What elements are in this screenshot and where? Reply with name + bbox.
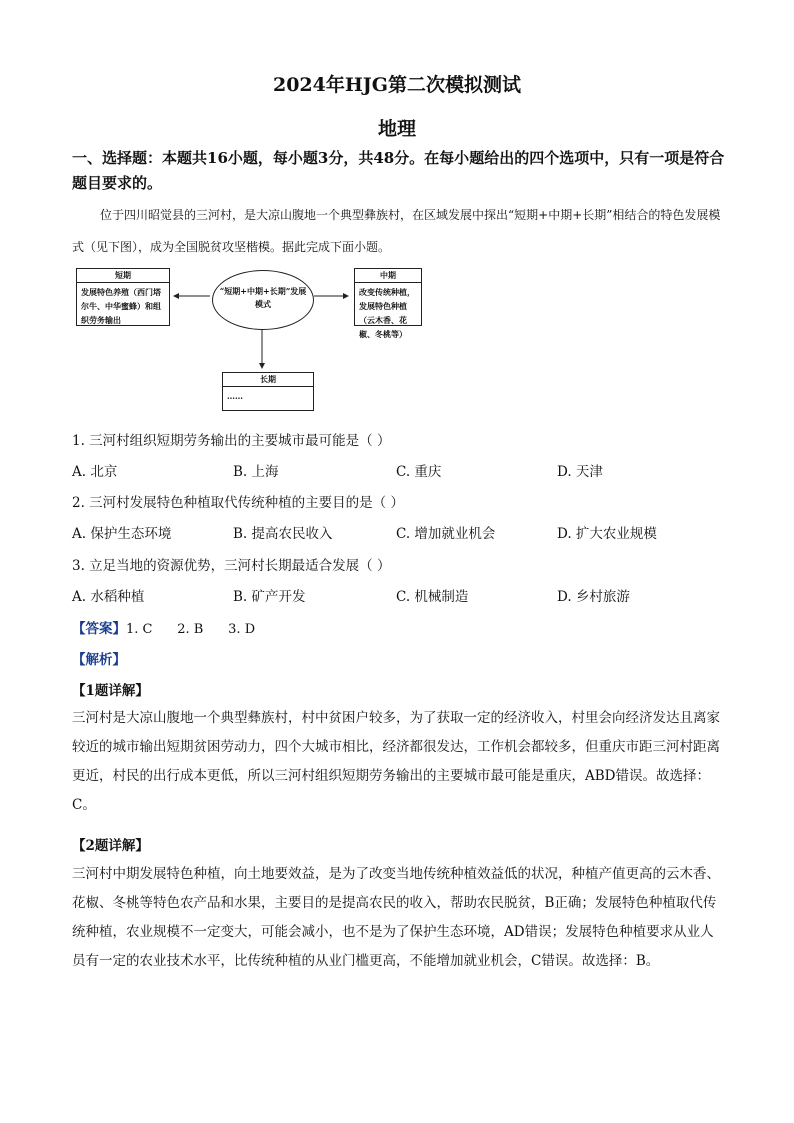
- question-2-option-a: A. 保护生态环境: [72, 526, 172, 542]
- page-title: 2024年HJG第二次模拟测试: [272, 74, 522, 96]
- answer-line: [72, 617, 255, 637]
- mid-term-body: 改变传统种植，发展特色种植（云木香、花椒、冬桃等）: [359, 287, 415, 339]
- answer-label: 【答案】: [72, 621, 126, 637]
- question-1-option-c: C. 重庆: [396, 464, 442, 480]
- question-3-stem: 3. 立足当地的资源优势，三河村长期最适合发展（ ）: [72, 558, 391, 574]
- question-2-option-d: D. 扩大农业规模: [557, 526, 657, 542]
- detail-2-text: 三河村中期发展特色种植，向土地要效益，是为了改变当地传统种植效益低的状况，种植产值更高的云木香、花椒、冬桃等特色农产品和水果，主要目的是提高农民的收入，帮助农民脱贫，B正确；发展特色种植取代传统种植，农业规模不一定变大，可能会减小，也不是为了保护生态环境，AD错误；发展特色种植要求从业人员有一定的农业技术水平，比传统种植的从业门槛更高，不能增加就业机会，C错误。故选择：B。: [72, 866, 720, 969]
- question-1-option-a: A. 北京: [72, 464, 118, 480]
- long-term-body: ……: [227, 391, 243, 401]
- short-term-title: 短期: [77, 269, 169, 283]
- question-3-option-a: A. 水稻种植: [72, 589, 145, 605]
- section-heading: 一、选择题：本题共16小题，每小题3分，共48分。在每小题给出的四个选项中，只有一项是符合题目要求的。: [72, 149, 725, 192]
- question-3-option-d: D. 乡村旅游: [557, 589, 630, 605]
- center-mode-oval: [212, 270, 314, 330]
- question-1-stem: 1. 三河村组织短期劳务输出的主要城市最可能是（ ）: [72, 433, 391, 449]
- detail-1-label: 【1题详解】: [72, 683, 149, 699]
- intro-paragraph: 位于四川昭觉县的三河村，是大凉山腹地一个典型彝族村，在区域发展中探出“短期+中期+长期”相结合的特色发展模式（见下图），成为全国脱贫攻坚楷模。据此完成下面小题。: [72, 208, 721, 254]
- detail-2-label: 【2题详解】: [72, 838, 149, 854]
- subject-title: 地理: [377, 118, 416, 140]
- analysis-label: 【解析】: [72, 652, 126, 668]
- short-term-body: 发展特色养殖（西门塔尔牛、中华蜜蜂）和组织劳务输出: [81, 287, 161, 325]
- center-mode-text: “短期+中期+长期”发展模式: [219, 286, 307, 309]
- question-2-option-b: B. 提高农民收入: [233, 526, 333, 542]
- long-term-title: 长期: [223, 373, 313, 387]
- question-2-option-c: C. 增加就业机会: [396, 526, 496, 542]
- detail-1-text: 三河村是大凉山腹地一个典型彝族村，村中贫困户较多，为了获取一定的经济收入，村里会向经济发达且离家较近的城市输出短期贫困劳动力，四个大城市相比，经济都很发达，工作机会都较多，但重庆市距三河村距离更近，村民的出行成本更低，所以三河村组织短期劳务输出的主要城市最可能是重庆，ABD错误。故选择：C。: [72, 710, 720, 813]
- answer-values: 1. C 2. B 3. D: [126, 622, 256, 637]
- long-term-box: [222, 372, 314, 411]
- question-3-option-c: C. 机械制造: [396, 589, 469, 605]
- short-term-box: [76, 268, 170, 326]
- question-2-stem: 2. 三河村发展特色种植取代传统种植的主要目的是（ ）: [72, 495, 404, 511]
- development-diagram: [72, 262, 432, 414]
- question-3-option-b: B. 矿产开发: [233, 589, 306, 605]
- question-1-option-d: D. 天津: [557, 464, 603, 480]
- question-1-option-b: B. 上海: [233, 464, 279, 480]
- mid-term-box: [354, 268, 422, 339]
- mid-term-title: 中期: [355, 269, 421, 283]
